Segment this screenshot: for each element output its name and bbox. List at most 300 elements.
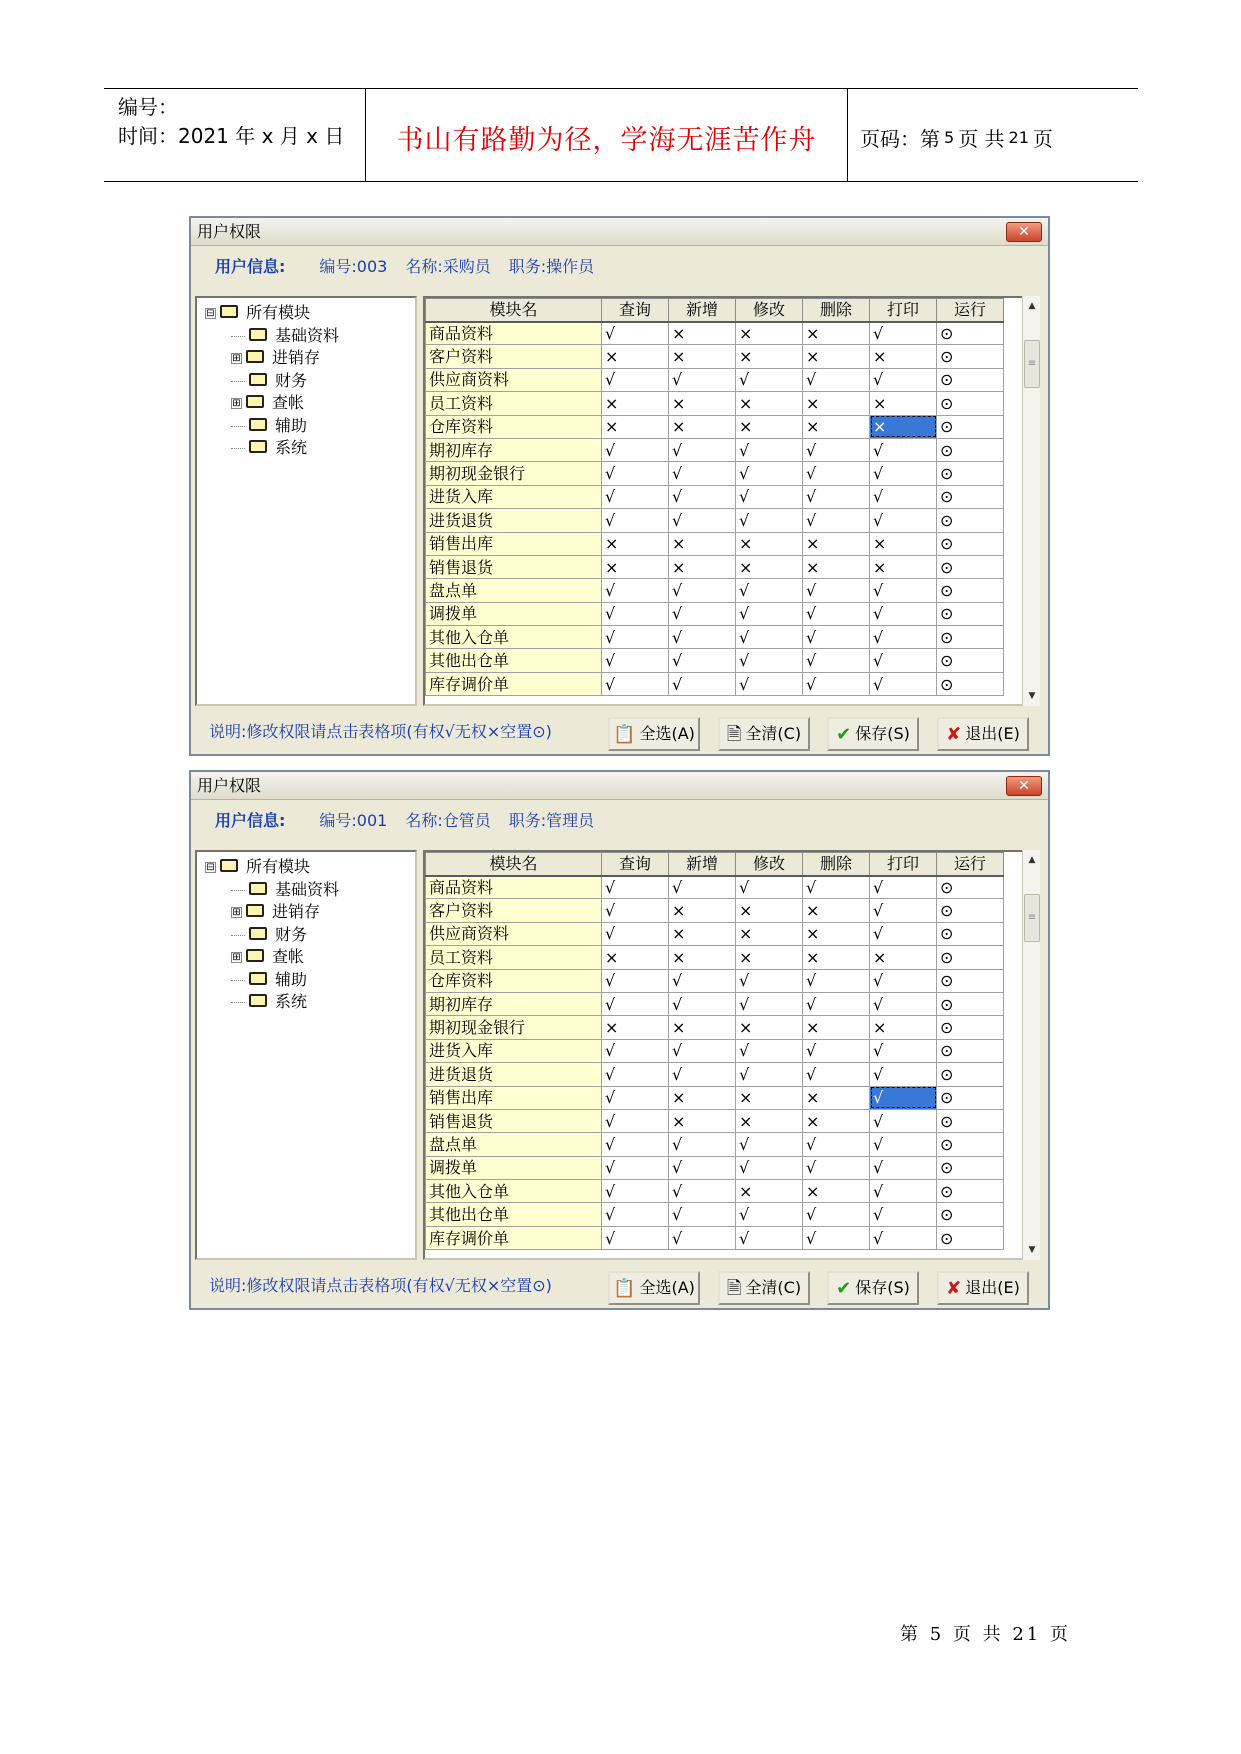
select-all-button[interactable] <box>608 717 700 751</box>
permission-cell[interactable]: ⊙ <box>937 899 1004 922</box>
tree-node[interactable] <box>205 991 415 1014</box>
close-button[interactable]: ✕ <box>1006 222 1042 242</box>
permission-cell[interactable]: × <box>736 345 803 368</box>
table-row <box>426 532 1004 555</box>
permission-cell[interactable]: × <box>803 345 870 368</box>
scroll-down-icon[interactable]: ▼ <box>1028 1245 1036 1255</box>
collapse-icon[interactable]: ⊟ <box>206 862 215 873</box>
cross-icon: ✘ <box>946 724 962 745</box>
permission-cell[interactable]: √ <box>602 1063 669 1086</box>
permission-cell[interactable]: √ <box>870 1180 937 1203</box>
permission-cell[interactable]: √ <box>803 462 870 485</box>
permission-cell[interactable]: √ <box>602 649 669 672</box>
permission-cell[interactable]: √ <box>736 1063 803 1086</box>
user-role: 职务:管理员 <box>508 811 595 830</box>
permission-cell[interactable]: √ <box>602 1133 669 1156</box>
permission-cell[interactable]: √ <box>602 368 669 391</box>
permission-cell[interactable]: √ <box>669 649 736 672</box>
permission-cell[interactable]: √ <box>870 485 937 508</box>
permission-cell[interactable]: √ <box>669 992 736 1015</box>
folder-icon <box>246 904 264 917</box>
permission-cell[interactable]: √ <box>669 1203 736 1226</box>
tree-node-label: 所有模块 <box>246 303 311 322</box>
permission-cell[interactable]: √ <box>870 1156 937 1179</box>
permission-cell[interactable]: × <box>803 1180 870 1203</box>
permission-cell[interactable]: × <box>803 555 870 578</box>
page-header-table <box>104 88 1138 182</box>
permission-cell[interactable]: × <box>870 415 937 438</box>
table-row <box>426 899 1004 922</box>
vertical-scrollbar[interactable] <box>1022 850 1040 1260</box>
permission-cell[interactable]: √ <box>669 509 736 532</box>
permission-cell[interactable]: × <box>669 1086 736 1109</box>
permission-cell[interactable]: × <box>602 946 669 969</box>
permission-cell[interactable]: × <box>669 345 736 368</box>
column-header[interactable]: 运行 <box>937 853 1004 876</box>
permission-cell[interactable]: √ <box>669 1063 736 1086</box>
permission-cell[interactable]: √ <box>803 1226 870 1249</box>
permission-cell[interactable]: √ <box>803 969 870 992</box>
permission-cell[interactable]: √ <box>602 438 669 461</box>
permission-cell[interactable]: √ <box>736 876 803 899</box>
permission-cell[interactable]: ⊙ <box>937 649 1004 672</box>
permission-cell[interactable]: √ <box>803 876 870 899</box>
module-name-cell: 库存调价单 <box>426 1226 602 1249</box>
tree-node[interactable] <box>205 437 415 460</box>
permission-cell[interactable]: √ <box>803 1039 870 1062</box>
permission-cell[interactable]: ⊙ <box>937 672 1004 695</box>
permission-cell[interactable]: √ <box>602 1039 669 1062</box>
permission-cell[interactable]: √ <box>803 438 870 461</box>
module-name-cell: 盘点单 <box>426 579 602 602</box>
folder-icon <box>249 418 267 431</box>
page-footer: 第 5 页 共 21 页 <box>900 1624 1071 1645</box>
permission-cell[interactable]: √ <box>736 462 803 485</box>
permission-cell[interactable]: ⊙ <box>937 368 1004 391</box>
permission-cell[interactable]: ⊙ <box>937 345 1004 368</box>
permission-cell[interactable]: × <box>803 415 870 438</box>
permission-cell[interactable]: × <box>669 1109 736 1132</box>
tree-node[interactable] <box>205 415 415 438</box>
scroll-thumb[interactable]: ≡ <box>1024 340 1040 388</box>
permission-cell[interactable]: ⊙ <box>937 485 1004 508</box>
permission-cell[interactable]: × <box>803 322 870 345</box>
permission-cell[interactable]: √ <box>736 649 803 672</box>
permission-table <box>425 852 1004 1250</box>
table-row <box>426 322 1004 345</box>
permission-cell[interactable]: √ <box>870 1086 937 1109</box>
permission-cell[interactable]: √ <box>736 1203 803 1226</box>
permission-cell[interactable]: ⊙ <box>937 992 1004 1015</box>
table-row <box>426 602 1004 625</box>
permission-cell[interactable]: √ <box>736 1156 803 1179</box>
tree-node[interactable] <box>205 325 415 348</box>
tree-node[interactable] <box>205 969 415 992</box>
permission-cell[interactable]: √ <box>736 602 803 625</box>
permission-cell[interactable]: √ <box>803 626 870 649</box>
clear-all-button[interactable] <box>718 1271 810 1305</box>
permission-cell[interactable]: √ <box>870 649 937 672</box>
permission-cell[interactable]: ⊙ <box>937 1203 1004 1226</box>
expand-icon[interactable]: ⊞ <box>232 353 241 364</box>
permission-cell[interactable]: √ <box>803 1156 870 1179</box>
permission-cell[interactable]: × <box>870 946 937 969</box>
permission-cell[interactable]: √ <box>669 626 736 649</box>
permission-cell[interactable]: √ <box>736 579 803 602</box>
permission-cell[interactable]: √ <box>602 1086 669 1109</box>
permission-cell[interactable]: √ <box>870 509 937 532</box>
scroll-thumb[interactable]: ≡ <box>1024 894 1040 942</box>
permission-cell[interactable]: × <box>669 922 736 945</box>
column-header[interactable]: 查询 <box>602 853 669 876</box>
permission-grid <box>423 296 1026 706</box>
permission-cell[interactable]: √ <box>736 438 803 461</box>
permission-cell[interactable]: × <box>803 922 870 945</box>
save-button[interactable] <box>827 1271 919 1305</box>
permission-cell[interactable]: × <box>803 1016 870 1039</box>
permission-cell[interactable]: √ <box>602 1180 669 1203</box>
permission-cell[interactable]: ⊙ <box>937 922 1004 945</box>
permission-cell[interactable]: ⊙ <box>937 1180 1004 1203</box>
permission-cell[interactable]: × <box>736 322 803 345</box>
column-header[interactable]: 打印 <box>870 299 937 322</box>
save-button[interactable] <box>827 717 919 751</box>
table-row <box>426 946 1004 969</box>
permission-cell[interactable]: √ <box>602 1203 669 1226</box>
permission-cell[interactable]: √ <box>602 579 669 602</box>
motto: 书山有路勤为径，学海无涯苦作舟 <box>366 89 848 181</box>
permission-cell[interactable]: × <box>736 1109 803 1132</box>
folder-icon <box>249 373 267 386</box>
module-name-cell: 销售退货 <box>426 555 602 578</box>
permission-cell[interactable]: √ <box>870 1109 937 1132</box>
permission-cell[interactable]: ⊙ <box>937 532 1004 555</box>
page-mid: 页 共 <box>958 126 1005 151</box>
time-label: 时间：2021 年 x 月 x 日 <box>118 124 345 148</box>
permission-cell[interactable]: √ <box>736 368 803 391</box>
exit-button[interactable] <box>937 717 1029 751</box>
permission-cell[interactable]: ⊙ <box>937 1156 1004 1179</box>
permission-cell[interactable]: √ <box>803 485 870 508</box>
permission-cell[interactable]: √ <box>870 1039 937 1062</box>
tree-node-label: 系统 <box>275 992 308 1011</box>
permission-cell[interactable]: × <box>803 1086 870 1109</box>
tree-node[interactable] <box>205 924 415 947</box>
permission-cell[interactable]: √ <box>803 992 870 1015</box>
permission-cell[interactable]: √ <box>736 485 803 508</box>
permission-cell[interactable]: × <box>669 392 736 415</box>
permission-cell[interactable]: √ <box>803 672 870 695</box>
page-suffix: 页 <box>1032 126 1053 151</box>
permission-cell[interactable]: ⊙ <box>937 1016 1004 1039</box>
tree-node[interactable] <box>205 946 415 969</box>
permission-cell[interactable]: × <box>736 415 803 438</box>
table-row <box>426 1063 1004 1086</box>
permission-cell[interactable]: √ <box>602 922 669 945</box>
permission-cell[interactable]: × <box>736 555 803 578</box>
permission-cell[interactable]: √ <box>870 672 937 695</box>
permission-cell[interactable]: √ <box>669 1133 736 1156</box>
tree-node[interactable] <box>205 856 415 879</box>
dialog-titlebar <box>191 772 1048 800</box>
permission-cell[interactable]: √ <box>736 1226 803 1249</box>
clear-all-button-label: 全清(C) <box>745 1278 802 1297</box>
permission-cell[interactable]: √ <box>870 368 937 391</box>
tree-node-label: 基础资料 <box>275 879 340 899</box>
permission-cell[interactable]: √ <box>870 602 937 625</box>
permission-cell[interactable]: √ <box>870 579 937 602</box>
column-header[interactable]: 查询 <box>602 299 669 322</box>
permission-cell[interactable]: ⊙ <box>937 969 1004 992</box>
permission-cell[interactable]: √ <box>602 462 669 485</box>
permission-cell[interactable]: √ <box>803 649 870 672</box>
permission-cell[interactable]: ⊙ <box>937 1109 1004 1132</box>
tree-node-label: 财务 <box>275 924 308 944</box>
dialog-footer <box>191 712 1048 752</box>
permission-cell[interactable]: × <box>669 322 736 345</box>
tree-node[interactable] <box>205 879 415 902</box>
permission-cell[interactable]: √ <box>669 969 736 992</box>
permission-cell[interactable]: √ <box>602 1109 669 1132</box>
folder-icon <box>249 972 267 985</box>
permission-cell[interactable]: × <box>602 1016 669 1039</box>
permission-cell[interactable]: √ <box>669 1039 736 1062</box>
permission-cell[interactable]: √ <box>803 1133 870 1156</box>
permission-cell[interactable]: × <box>602 555 669 578</box>
permission-cell[interactable]: × <box>602 415 669 438</box>
permission-cell[interactable]: × <box>870 345 937 368</box>
tree-node[interactable] <box>205 347 415 370</box>
permission-cell[interactable]: √ <box>736 969 803 992</box>
permission-cell[interactable]: √ <box>736 509 803 532</box>
header-left-cell <box>104 89 366 181</box>
permission-cell[interactable]: ⊙ <box>937 462 1004 485</box>
permission-cell[interactable]: √ <box>870 922 937 945</box>
folder-icon <box>246 350 264 363</box>
column-header[interactable]: 删除 <box>803 853 870 876</box>
expand-icon[interactable]: ⊞ <box>232 952 241 963</box>
permission-cell[interactable]: √ <box>870 1226 937 1249</box>
permission-cell[interactable]: × <box>870 555 937 578</box>
permission-cell[interactable]: ⊙ <box>937 1039 1004 1062</box>
permission-cell[interactable]: √ <box>736 1039 803 1062</box>
permission-cell[interactable]: √ <box>669 462 736 485</box>
permission-cell[interactable]: √ <box>602 1226 669 1249</box>
permission-cell[interactable]: √ <box>870 1203 937 1226</box>
tree-node[interactable] <box>205 392 415 415</box>
permission-cell[interactable]: × <box>870 392 937 415</box>
scroll-up-icon[interactable]: ▲ <box>1028 301 1036 311</box>
permission-cell[interactable]: √ <box>602 485 669 508</box>
permission-cell[interactable]: × <box>736 1086 803 1109</box>
instruction-note: 说明:修改权限请点击表格项(有权√无权×空置⊙) <box>209 722 552 741</box>
permission-cell[interactable]: √ <box>870 438 937 461</box>
vertical-scrollbar[interactable] <box>1022 296 1040 706</box>
permission-cell[interactable]: ⊙ <box>937 438 1004 461</box>
permission-cell[interactable]: √ <box>803 509 870 532</box>
permission-cell[interactable]: × <box>669 946 736 969</box>
permission-cell[interactable]: × <box>803 1109 870 1132</box>
permission-cell[interactable]: × <box>736 532 803 555</box>
permission-cell[interactable]: √ <box>803 1063 870 1086</box>
table-row <box>426 649 1004 672</box>
permission-cell[interactable]: × <box>602 392 669 415</box>
permission-cell[interactable]: √ <box>870 1063 937 1086</box>
permission-cell[interactable]: × <box>736 1016 803 1039</box>
permission-cell[interactable]: × <box>803 392 870 415</box>
permission-cell[interactable]: √ <box>870 992 937 1015</box>
permission-cell[interactable]: × <box>736 392 803 415</box>
permission-cell[interactable]: √ <box>669 672 736 695</box>
permission-cell[interactable]: √ <box>602 1156 669 1179</box>
tree-node-label: 查帐 <box>272 393 305 412</box>
permission-cell[interactable]: √ <box>736 672 803 695</box>
permission-cell[interactable]: √ <box>870 462 937 485</box>
permission-cell[interactable]: × <box>736 1180 803 1203</box>
copy-icon: 📋 <box>613 724 636 745</box>
permission-cell[interactable]: √ <box>669 579 736 602</box>
permission-cell[interactable]: ⊙ <box>937 509 1004 532</box>
permission-cell[interactable]: × <box>669 555 736 578</box>
permission-cell[interactable]: √ <box>736 626 803 649</box>
module-tree[interactable] <box>195 296 417 706</box>
permission-cell[interactable]: ⊙ <box>937 392 1004 415</box>
permission-cell[interactable]: √ <box>870 876 937 899</box>
permission-cell[interactable]: √ <box>602 876 669 899</box>
permission-cell[interactable]: × <box>803 899 870 922</box>
module-tree[interactable] <box>195 850 417 1260</box>
permission-cell[interactable]: √ <box>803 579 870 602</box>
close-button[interactable]: ✕ <box>1006 776 1042 796</box>
permission-cell[interactable]: ⊙ <box>937 876 1004 899</box>
column-header[interactable]: 删除 <box>803 299 870 322</box>
module-name-cell: 期初库存 <box>426 438 602 461</box>
permission-cell[interactable]: √ <box>870 626 937 649</box>
collapse-icon[interactable]: ⊟ <box>206 308 215 319</box>
permission-cell[interactable]: × <box>803 946 870 969</box>
permission-cell[interactable]: √ <box>803 1203 870 1226</box>
user-info-label: 用户信息: <box>215 811 286 830</box>
column-header[interactable]: 新增 <box>669 853 736 876</box>
column-header[interactable]: 模块名 <box>426 853 602 876</box>
permission-cell[interactable]: √ <box>602 969 669 992</box>
checkmark-icon: ✔ <box>836 724 852 745</box>
permission-cell[interactable]: √ <box>602 602 669 625</box>
permission-cell[interactable]: ⊙ <box>937 1133 1004 1156</box>
column-header[interactable]: 修改 <box>736 299 803 322</box>
column-header[interactable]: 打印 <box>870 853 937 876</box>
permission-cell[interactable]: ⊙ <box>937 1063 1004 1086</box>
table-row <box>426 438 1004 461</box>
user-info-bar <box>191 800 1048 842</box>
permission-cell[interactable]: √ <box>602 672 669 695</box>
permission-cell[interactable]: √ <box>870 1133 937 1156</box>
permission-cell[interactable]: √ <box>736 992 803 1015</box>
permission-cell[interactable]: √ <box>870 969 937 992</box>
tree-node[interactable] <box>205 302 415 325</box>
permission-cell[interactable]: √ <box>669 1156 736 1179</box>
user-permission-dialog <box>189 216 1050 756</box>
permission-cell[interactable]: √ <box>669 1226 736 1249</box>
expand-icon[interactable]: ⊞ <box>232 907 241 918</box>
exit-button[interactable] <box>937 1271 1029 1305</box>
scroll-up-icon[interactable]: ▲ <box>1028 855 1036 865</box>
tree-line <box>231 448 245 449</box>
permission-cell[interactable]: × <box>602 345 669 368</box>
column-header[interactable]: 运行 <box>937 299 1004 322</box>
tree-line <box>231 336 245 337</box>
tree-line <box>231 381 245 382</box>
permission-grid <box>423 850 1026 1260</box>
tree-node[interactable] <box>205 901 415 924</box>
permission-cell[interactable]: × <box>602 532 669 555</box>
permission-cell[interactable]: √ <box>870 322 937 345</box>
user-id: 编号:003 <box>319 257 388 276</box>
instruction-note: 说明:修改权限请点击表格项(有权√无权×空置⊙) <box>209 1276 552 1295</box>
permission-cell[interactable]: √ <box>602 509 669 532</box>
permission-cell[interactable]: × <box>870 1016 937 1039</box>
permission-cell[interactable]: × <box>669 899 736 922</box>
tree-node[interactable] <box>205 370 415 393</box>
table-row <box>426 1086 1004 1109</box>
permission-cell[interactable]: √ <box>602 992 669 1015</box>
permission-cell[interactable]: × <box>803 532 870 555</box>
permission-cell[interactable]: √ <box>669 368 736 391</box>
column-header[interactable]: 模块名 <box>426 299 602 322</box>
module-name-cell: 其他出仓单 <box>426 1203 602 1226</box>
permission-cell[interactable]: × <box>870 532 937 555</box>
select-all-button[interactable] <box>608 1271 700 1305</box>
column-header[interactable]: 修改 <box>736 853 803 876</box>
module-name-cell: 其他出仓单 <box>426 649 602 672</box>
permission-cell[interactable]: ⊙ <box>937 555 1004 578</box>
permission-cell[interactable]: √ <box>602 899 669 922</box>
permission-cell[interactable]: ⊙ <box>937 322 1004 345</box>
permission-cell[interactable]: ⊙ <box>937 602 1004 625</box>
column-header[interactable]: 新增 <box>669 299 736 322</box>
module-name-cell: 进货入库 <box>426 485 602 508</box>
tree-node-label: 系统 <box>275 438 308 457</box>
permission-cell[interactable]: × <box>669 1016 736 1039</box>
permission-cell[interactable]: √ <box>602 626 669 649</box>
permission-cell[interactable]: √ <box>870 899 937 922</box>
permission-cell[interactable]: √ <box>803 602 870 625</box>
permission-cell[interactable]: √ <box>669 876 736 899</box>
permission-cell[interactable]: √ <box>803 368 870 391</box>
scroll-down-icon[interactable]: ▼ <box>1028 691 1036 701</box>
permission-cell[interactable]: ⊙ <box>937 1226 1004 1249</box>
permission-cell[interactable]: √ <box>669 485 736 508</box>
permission-cell[interactable]: × <box>669 415 736 438</box>
module-name-cell: 调拨单 <box>426 1156 602 1179</box>
permission-cell[interactable]: √ <box>669 1180 736 1203</box>
permission-cell[interactable]: ⊙ <box>937 579 1004 602</box>
permission-cell[interactable]: × <box>736 946 803 969</box>
permission-cell[interactable]: ⊙ <box>937 626 1004 649</box>
permission-cell[interactable]: √ <box>736 1133 803 1156</box>
expand-icon[interactable]: ⊞ <box>232 398 241 409</box>
clear-all-button[interactable] <box>718 717 810 751</box>
permission-cell[interactable]: √ <box>669 438 736 461</box>
permission-cell[interactable]: √ <box>669 602 736 625</box>
permission-cell[interactable]: × <box>736 922 803 945</box>
permission-cell[interactable]: ⊙ <box>937 1086 1004 1109</box>
permission-cell[interactable]: √ <box>602 322 669 345</box>
permission-cell[interactable]: × <box>736 899 803 922</box>
permission-cell[interactable]: × <box>669 532 736 555</box>
permission-cell[interactable]: ⊙ <box>937 415 1004 438</box>
permission-cell[interactable]: ⊙ <box>937 946 1004 969</box>
